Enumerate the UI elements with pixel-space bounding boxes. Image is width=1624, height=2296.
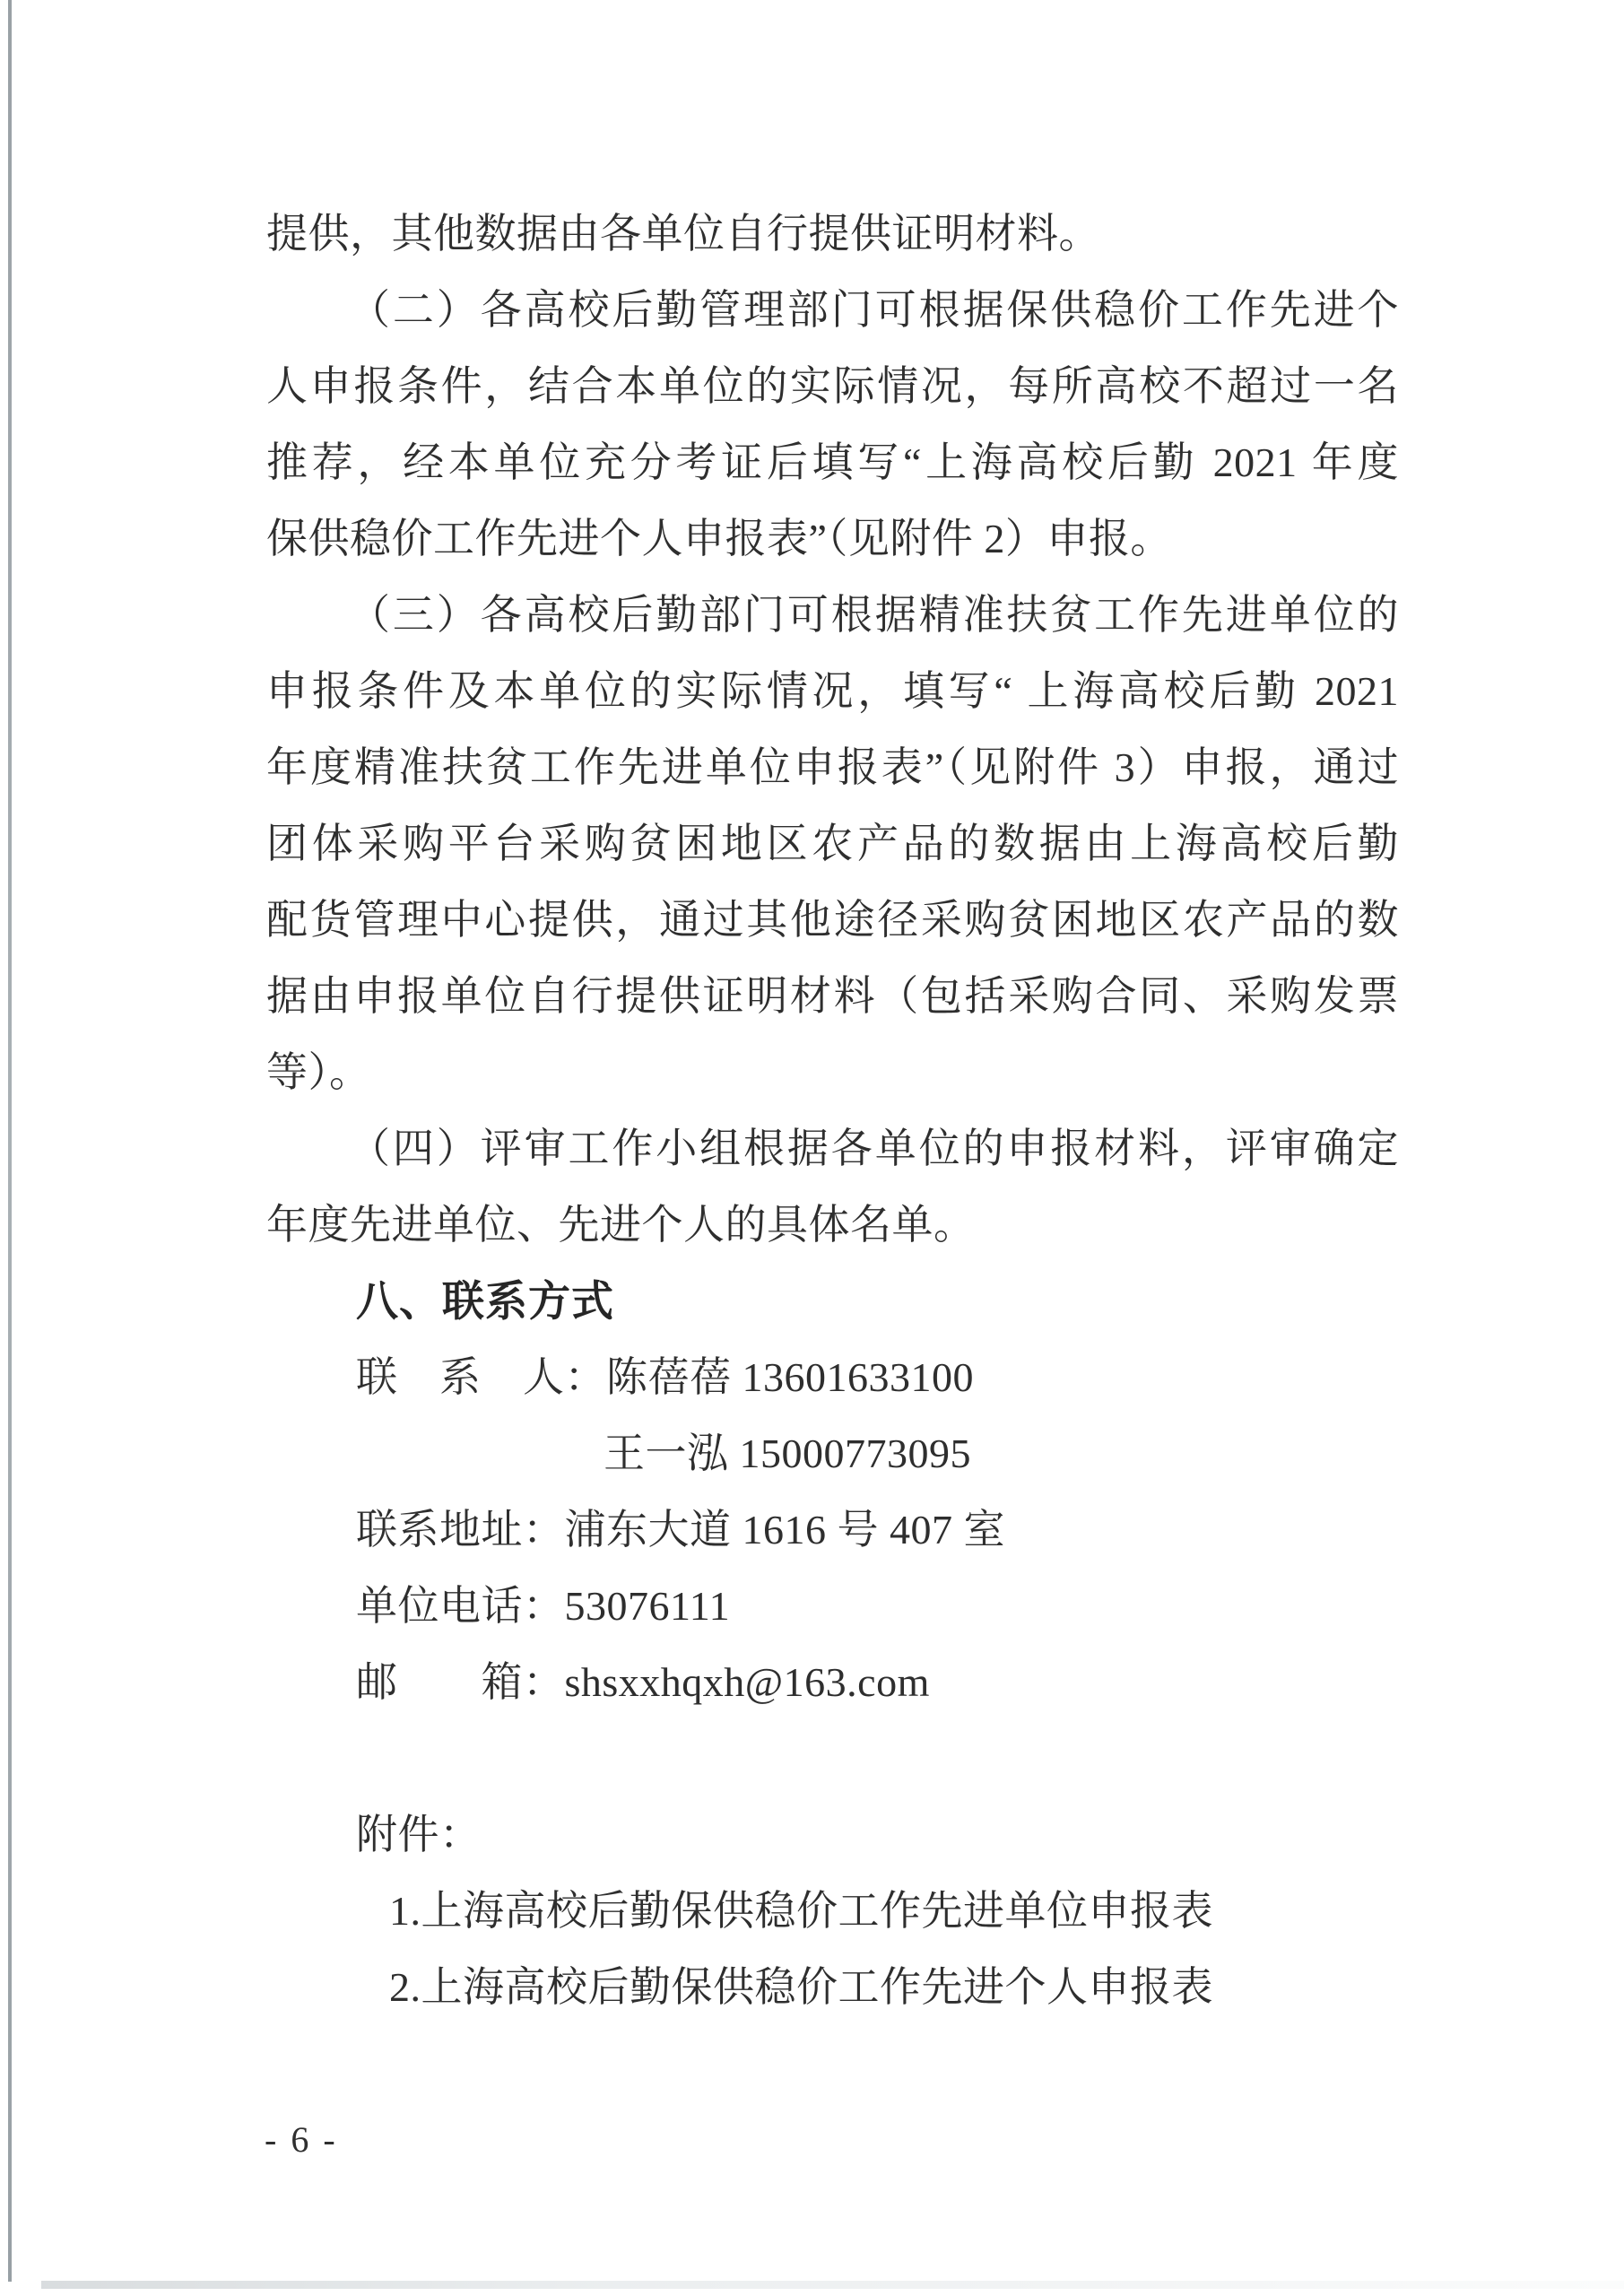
document-body — [266, 196, 1399, 2025]
text-line: 团体采购平台采购贫困地区农产品的数据由上海高校后勤 — [266, 821, 1399, 866]
text-line: 提供，其他数据由各单位自行提供证明材料。 — [266, 211, 1100, 257]
text-line: 人申报条件，结合本单位的实际情况，每所高校不超过一名 — [266, 363, 1399, 409]
text-line: 申报条件及本单位的实际情况，填写“ 上海高校后勤 2021 — [266, 668, 1399, 714]
text-line: 推荐，经本单位充分考证后填写“上海高校后勤 2021 年度 — [266, 439, 1399, 485]
contact-email-line: 邮 箱：shsxxhqxh@163.com — [356, 1659, 930, 1705]
text-line: （四）评审工作小组根据各单位的申报材料，评审确定 — [349, 1126, 1399, 1171]
attachments-label: 附件： — [356, 1812, 482, 1857]
text-line: 据由申报单位自行提供证明材料（包括采购合同、采购发票 — [266, 973, 1399, 1019]
text-line: 等）。 — [266, 1049, 371, 1095]
text-line: 保供稳价工作先进个人申报表”（见附件 2）申报。 — [266, 516, 1172, 561]
scan-bottom-shadow — [41, 2281, 1624, 2289]
attachment-item-2: 2.上海高校后勤保供稳价工作先进个人申报表 — [389, 1964, 1213, 2010]
contact-address-line: 联系地址：浦东大道 1616 号 407 室 — [356, 1507, 1005, 1552]
text-line: （三）各高校后勤部门可根据精准扶贫工作先进单位的 — [349, 592, 1399, 638]
page-number: - 6 - — [265, 2119, 338, 2160]
scan-left-edge-line — [8, 0, 12, 2282]
attachment-item-1: 1.上海高校后勤保供稳价工作先进单位申报表 — [389, 1888, 1213, 1934]
contact-phone-line: 单位电话：53076111 — [356, 1583, 731, 1629]
text-line: 年度精准扶贫工作先进单位申报表”（见附件 3）申报，通过 — [266, 744, 1399, 790]
text-line: 年度先进单位、先进个人的具体名单。 — [266, 1202, 976, 1248]
text-line: 配货管理中心提供，通过其他途径采购贫困地区农产品的数 — [266, 897, 1399, 943]
text-line: （二）各高校后勤管理部门可根据保供稳价工作先进个 — [349, 287, 1399, 333]
contact-person-line-2: 王一泓 15000773095 — [604, 1431, 971, 1476]
section-heading-contact: 八、联系方式 — [356, 1277, 614, 1325]
contact-person-line: 联 系 人：陈蓓蓓 13601633100 — [356, 1354, 974, 1400]
